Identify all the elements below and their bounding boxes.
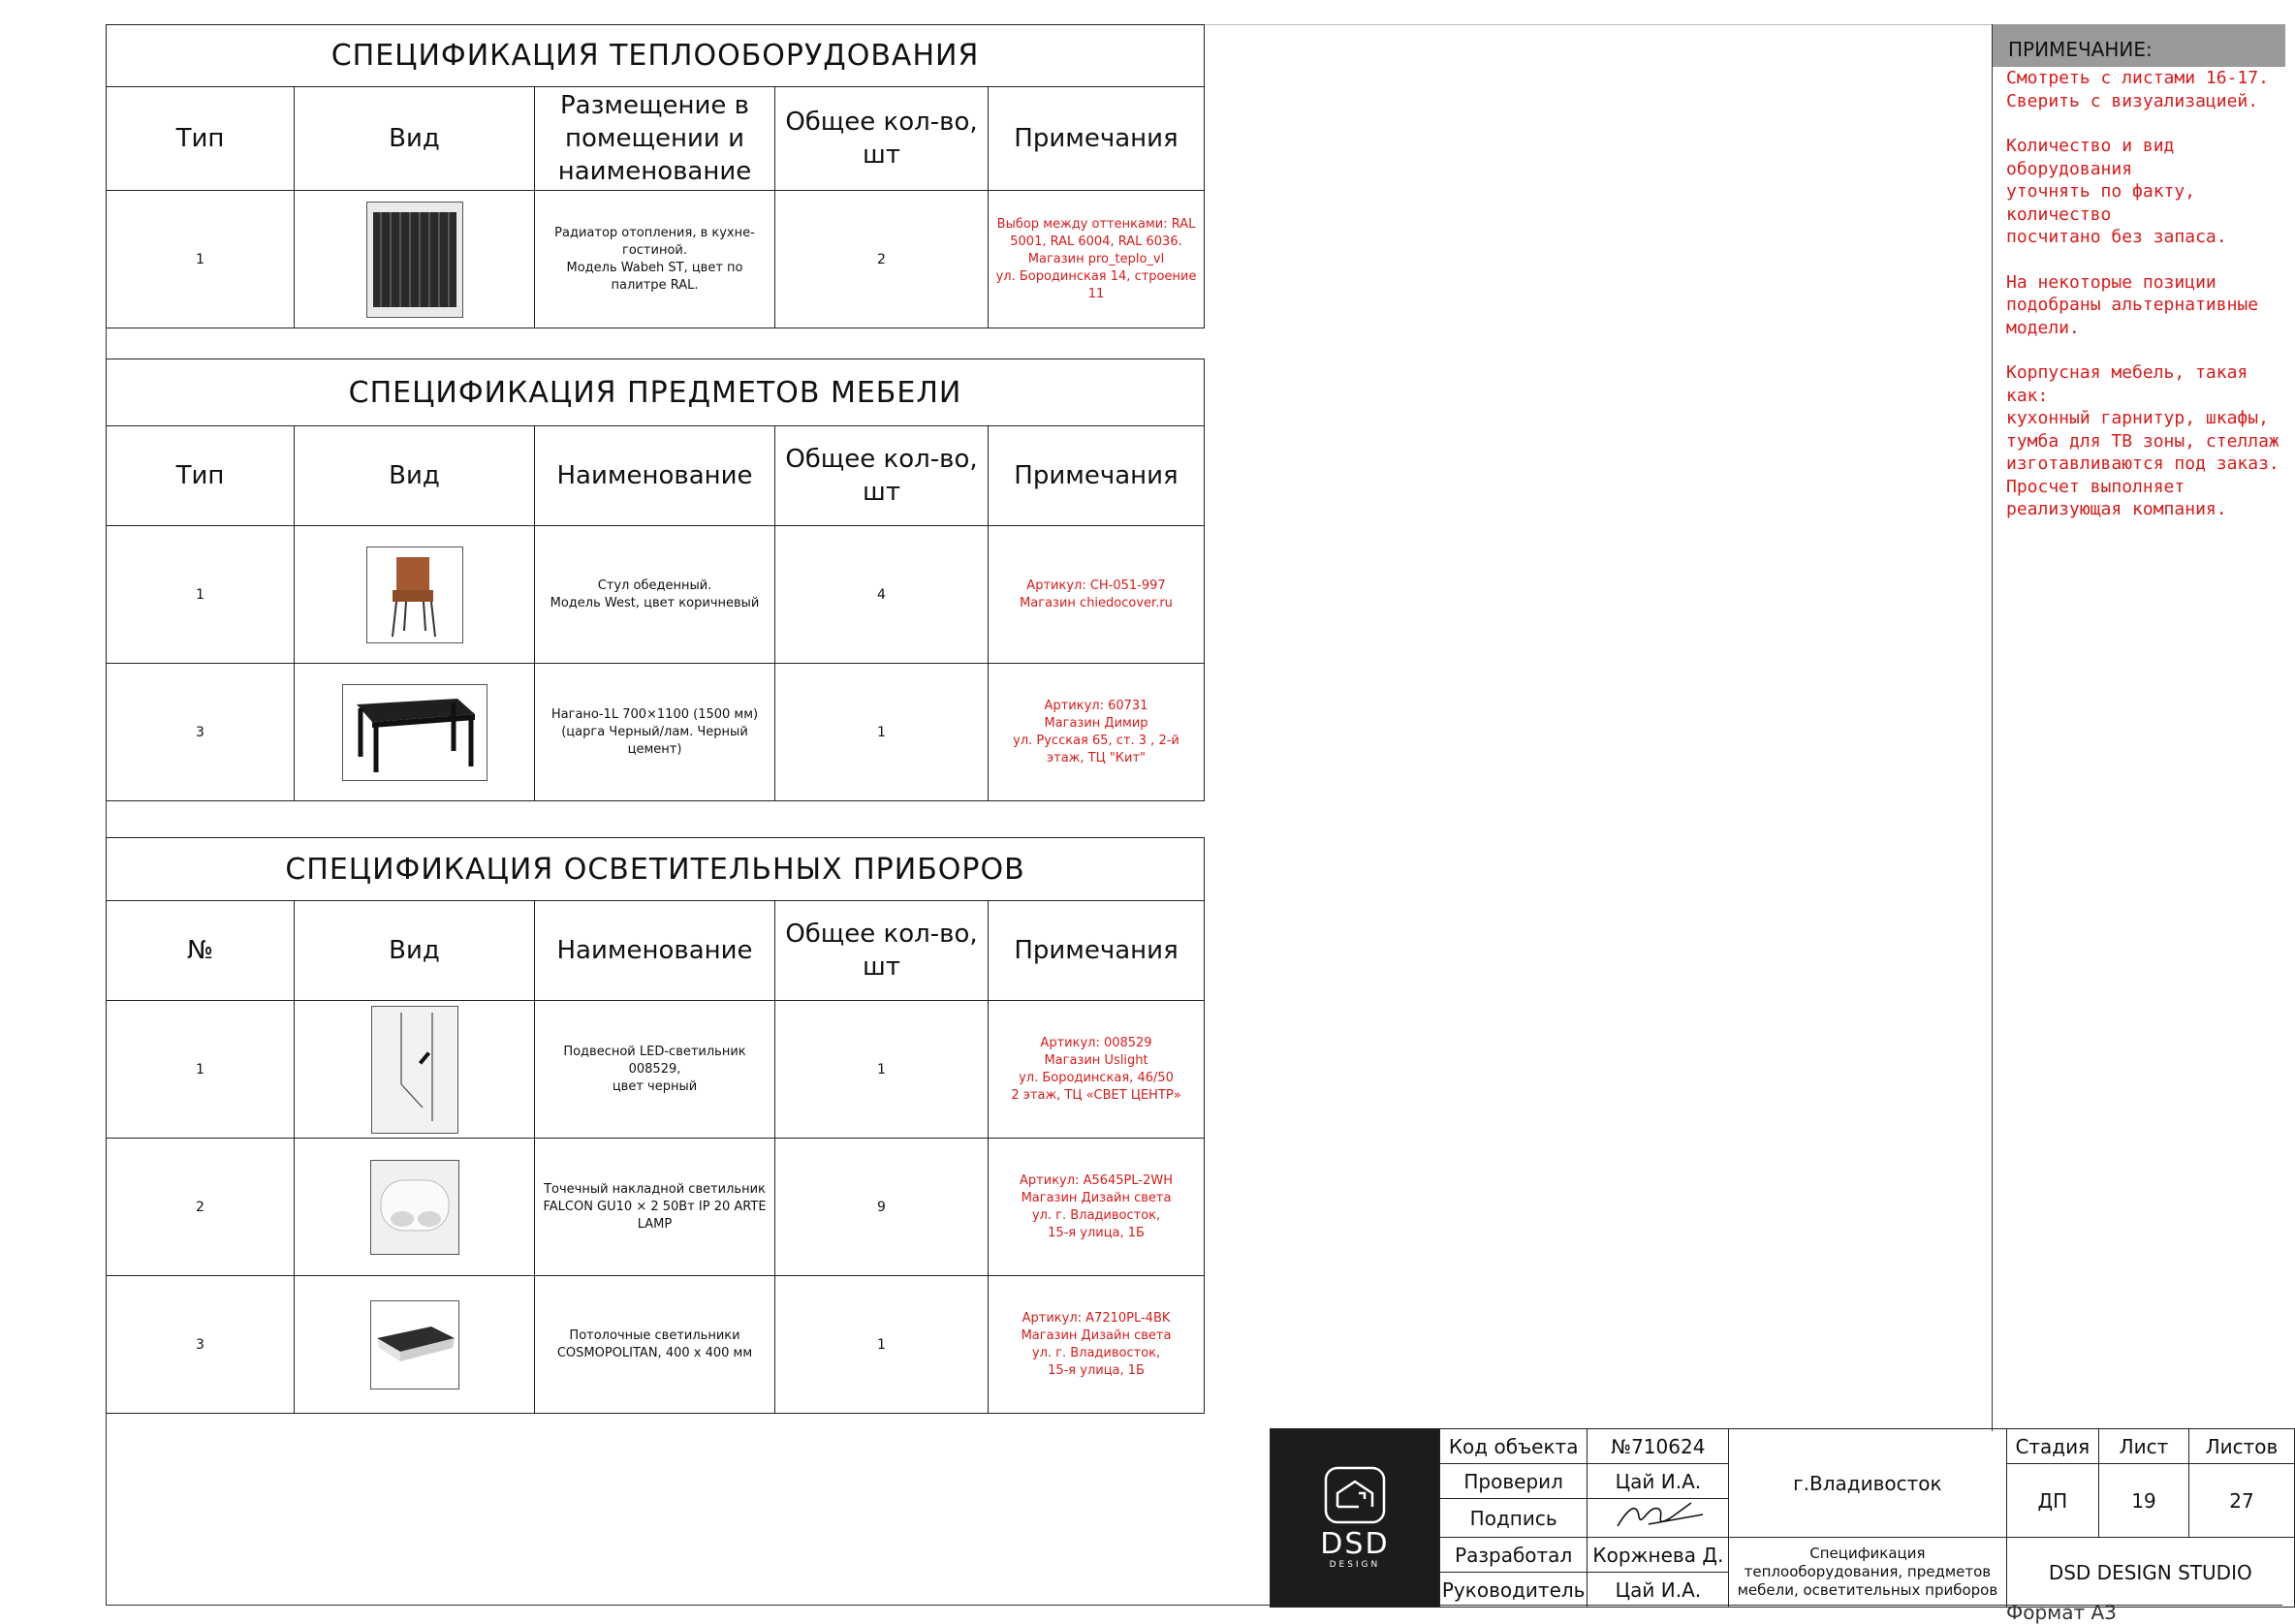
row-note: Артикул: CH-051-997 Магазин chiedocover.ru (989, 526, 1205, 664)
row-number: 2 (107, 1139, 295, 1276)
table-row (107, 191, 1205, 328)
row-qty: 1 (775, 664, 989, 801)
note-paragraph: На некоторые позиции подобраны альтернативные модели. (2006, 271, 2259, 338)
row-image-cell (295, 191, 535, 328)
pendant-lamp-image (371, 1006, 458, 1134)
developed-label: Разработал (1439, 1538, 1588, 1573)
note-paragraph: Количество и вид оборудования уточнять по факту, количество посчитано без запаса. (2006, 136, 2227, 247)
chair-image (366, 547, 463, 643)
row-note: Выбор между оттенками: RAL 5001, RAL 6004, RAL 6036. Магазин pro_teplo_vl ул. Бородинская 14, строение 11 (989, 191, 1205, 328)
signature (1588, 1499, 1729, 1538)
note-paragraph: Смотреть с листами 16-17. Сверить с визуализацией. (2006, 68, 2269, 111)
sign-label: Подпись (1439, 1499, 1588, 1538)
table-row (107, 526, 1205, 664)
head-label: Руководитель (1439, 1573, 1588, 1608)
table-row (107, 1001, 1205, 1139)
heating-title: СПЕЦИФИКАЦИЯ ТЕПЛООБОРУДОВАНИЯ (107, 25, 1205, 87)
table-image (342, 684, 487, 781)
stage-value: ДП (2006, 1464, 2099, 1538)
code-value: №710624 (1588, 1429, 1729, 1464)
studio-name: DSD DESIGN STUDIO (2006, 1538, 2294, 1608)
ceiling-lamp-image (370, 1300, 459, 1390)
sheet-title: Спецификация теплооборудования, предметов мебели, осветительных приборов (1729, 1538, 2006, 1608)
col-header-type: Тип (107, 426, 295, 526)
code-label: Код объекта (1439, 1429, 1588, 1464)
furniture-title: СПЕЦИФИКАЦИЯ ПРЕДМЕТОВ МЕБЕЛИ (107, 359, 1205, 426)
row-name: Стул обеденный. Модель West, цвет коричневый (535, 526, 775, 664)
col-header-qty: Общее кол-во, шт (775, 901, 989, 1001)
note-paragraph: Корпусная мебель, такая как: кухонный гарнитур, шкафы, тумба для ТВ зоны, стеллаж изготавливаются под заказ. Просчет выполняет реализующая компания. (2006, 362, 2279, 519)
col-header-notes: Примечания (989, 87, 1205, 191)
lighting-title: СПЕЦИФИКАЦИЯ ОСВЕТИТЕЛЬНЫХ ПРИБОРОВ (107, 838, 1205, 901)
col-header-view: Вид (295, 426, 535, 526)
lighting-spec-table (106, 837, 1205, 1414)
row-qty: 1 (775, 1001, 989, 1139)
notes-panel (1993, 24, 2285, 1431)
col-header-notes: Примечания (989, 426, 1205, 526)
row-qty: 1 (775, 1276, 989, 1414)
col-header-qty: Общее кол-во, шт (775, 426, 989, 526)
row-type: 1 (107, 191, 295, 328)
col-header-name: Наименование (535, 901, 775, 1001)
logo-subtext: DESIGN (1329, 1560, 1381, 1570)
sheets-value: 27 (2188, 1464, 2294, 1538)
row-name: Потолочные светильники COSMOPOLITAN, 400 х 400 мм (535, 1276, 775, 1414)
row-image-cell (295, 1001, 535, 1139)
row-note: Артикул: 008529 Магазин Uslight ул. Бородинская, 46/50 2 этаж, ТЦ «СВЕТ ЦЕНТР» (989, 1001, 1205, 1139)
logo-text: DSD (1320, 1527, 1390, 1561)
notes-body (2006, 67, 2285, 544)
row-note: Артикул: A5645PL-2WH Магазин Дизайн света ул. г. Владивосток, 15-я улица, 1Б (989, 1139, 1205, 1276)
title-block (1270, 1428, 2295, 1608)
row-type: 3 (107, 664, 295, 801)
sheet-label: Лист (2099, 1429, 2189, 1464)
notes-title: ПРИМЕЧАНИЕ: (1993, 24, 2285, 67)
spotlight-image (370, 1160, 459, 1255)
house-logo-icon (1322, 1466, 1388, 1524)
row-image-cell (295, 526, 535, 664)
row-number: 3 (107, 1276, 295, 1414)
row-name: Точечный накладной светильник FALCON GU10 × 2 50Вт IP 20 ARTE LAMP (535, 1139, 775, 1276)
city: г.Владивосток (1729, 1429, 2006, 1538)
row-number: 1 (107, 1001, 295, 1139)
col-header-name: Наименование (535, 426, 775, 526)
table-row (107, 1276, 1205, 1414)
signature-icon (1610, 1499, 1707, 1532)
sheet-format: Формат А3 (2006, 1601, 2117, 1624)
row-name: Подвесной LED-светильник 008529, цвет черный (535, 1001, 775, 1139)
col-header-view: Вид (295, 87, 535, 191)
sheet-value: 19 (2099, 1464, 2189, 1538)
col-header-number: № (107, 901, 295, 1001)
col-header-placement: Размещение в помещении и наименование (535, 87, 775, 191)
row-image-cell (295, 1276, 535, 1414)
table-row (107, 664, 1205, 801)
checked-value: Цай И.А. (1588, 1464, 1729, 1499)
row-note: Артикул: 60731 Магазин Димир ул. Русская 65, ст. 3 , 2-й этаж, ТЦ "Кит" (989, 664, 1205, 801)
checked-label: Проверил (1439, 1464, 1588, 1499)
heating-spec-table (106, 24, 1205, 328)
col-header-view: Вид (295, 901, 535, 1001)
radiator-image (366, 202, 463, 318)
row-image-cell (295, 1139, 535, 1276)
row-qty: 4 (775, 526, 989, 664)
row-type: 1 (107, 526, 295, 664)
sheets-label: Листов (2188, 1429, 2294, 1464)
table-row (107, 1139, 1205, 1276)
row-image-cell (295, 664, 535, 801)
row-note: Артикул: A7210PL-4BK Магазин Дизайн света ул. г. Владивосток, 15-я улица, 1Б (989, 1276, 1205, 1414)
row-qty: 9 (775, 1139, 989, 1276)
stage-label: Стадия (2006, 1429, 2099, 1464)
col-header-qty: Общее кол-во, шт (775, 87, 989, 191)
company-logo (1271, 1429, 1440, 1608)
row-name: Нагано-1L 700×1100 (1500 мм) (царга Черный/лам. Черный цемент) (535, 664, 775, 801)
row-qty: 2 (775, 191, 989, 328)
col-header-notes: Примечания (989, 901, 1205, 1001)
developed-value: Коржнева Д. (1588, 1538, 1729, 1573)
furniture-spec-table (106, 359, 1205, 801)
col-header-type: Тип (107, 87, 295, 191)
head-value: Цай И.А. (1588, 1573, 1729, 1608)
row-name: Радиатор отопления, в кухне-гостиной. Модель Wabeh ST, цвет по палитре RAL. (535, 191, 775, 328)
